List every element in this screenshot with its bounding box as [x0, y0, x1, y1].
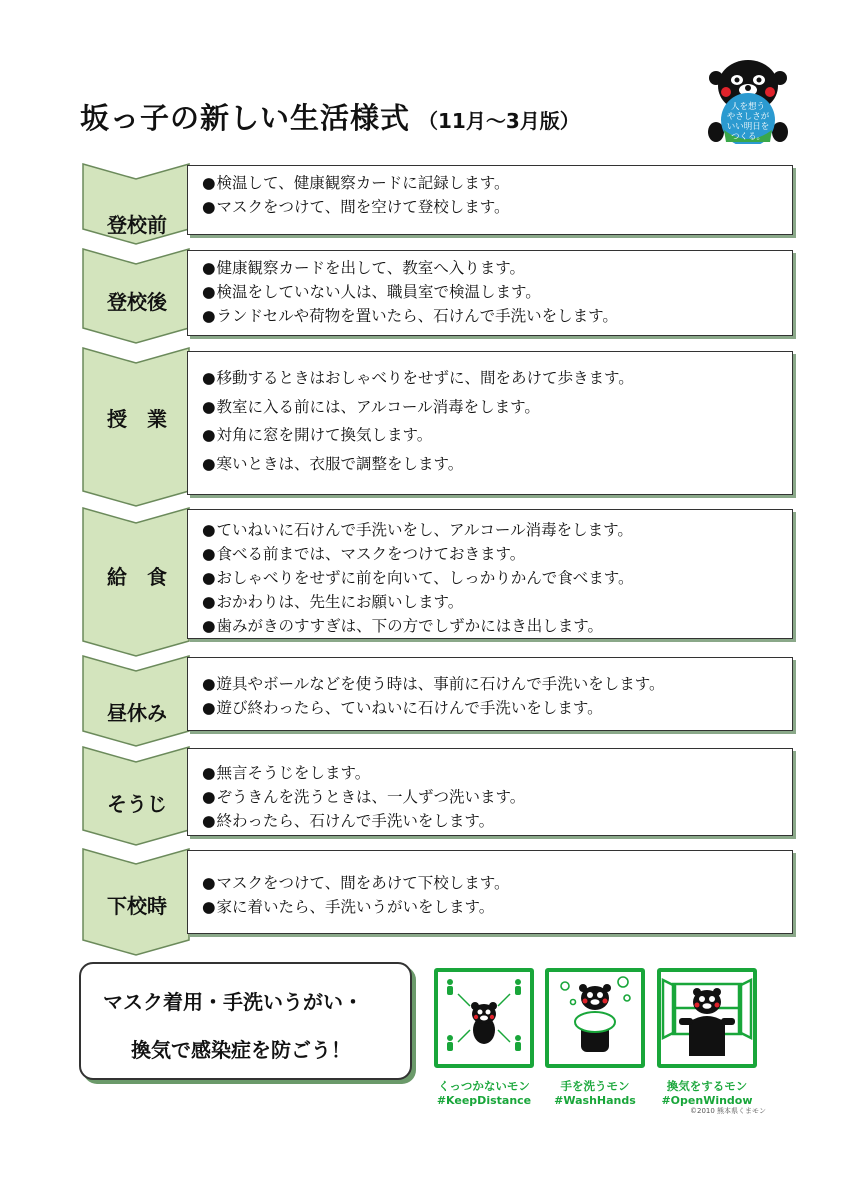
page-title [80, 96, 580, 137]
row-label: そうじ [107, 792, 167, 816]
schedule-row-lunch-break [0, 655, 848, 747]
list-item: ● 検温をしていない人は、職員室で検温します。 [202, 280, 792, 304]
open-window-icon [661, 972, 753, 1064]
row-content-box [187, 351, 793, 495]
logo-text-1: 人を想う [730, 102, 766, 112]
logo-text-4: つくる。 [730, 132, 766, 142]
row-content-box [187, 657, 793, 731]
card-hashtag: #KeepDistance [436, 1094, 532, 1107]
list-item: ● 対角に窓を開けて換気します。 [202, 421, 792, 450]
row-content-box [187, 250, 793, 336]
row-label: 給 食 [107, 565, 167, 589]
list-item: ● ランドセルや荷物を置いたら、石けんで手洗いをします。 [202, 304, 792, 328]
list-item: ● 無言そうじをします。 [202, 761, 792, 785]
list-item: ● 健康観察カードを出して、教室へ入ります。 [202, 256, 792, 280]
logo-text-2: やさしさが [726, 112, 770, 122]
slogan-line-2: 換気で感染症を防ごう！ [131, 1038, 351, 1062]
list-item: ● おかわりは、先生にお願いします。 [202, 590, 792, 614]
card-caption: 換気をするモン [666, 1079, 748, 1093]
title-main: 坂っ子の新しい生活様式 [80, 101, 411, 135]
row-label: 下校時 [107, 894, 167, 918]
wash-hands-icon [549, 972, 641, 1064]
list-item: ● 移動するときはおしゃべりをせずに、間をあけて歩きます。 [202, 364, 792, 393]
list-item: ● おしゃべりをせずに前を向いて、しっかりかんで食べます。 [202, 566, 792, 590]
row-content-box [187, 509, 793, 639]
logo-text-3: いい明日を [726, 122, 770, 132]
row-label: 昼休み [107, 701, 167, 725]
list-item: ● 終わったら、石けんで手洗いをします。 [202, 809, 792, 833]
list-item: ● マスクをつけて、間をあけて下校します。 [202, 871, 792, 895]
kumamon-logo [704, 52, 792, 144]
list-item: ● 教室に入る前には、アルコール消毒をします。 [202, 393, 792, 422]
schedule-row-going-home [0, 848, 848, 956]
schedule-row-lunch [0, 507, 848, 657]
row-content-box [187, 748, 793, 836]
copyright-text: ©2010 熊本県くまモン [690, 1107, 767, 1115]
row-label: 授 業 [107, 407, 167, 431]
list-item: ● 歯みがきのすすぎは、下の方でしずかにはき出します。 [202, 614, 792, 638]
keep-distance-card [434, 968, 534, 1068]
slogan-box [79, 962, 412, 1080]
list-item: ● 家に着いたら、手洗いうがいをします。 [202, 895, 792, 919]
list-item: ● 寒いときは、衣服で調整をします。 [202, 450, 792, 479]
list-item: ● ぞうきんを洗うときは、一人ずつ洗います。 [202, 785, 792, 809]
card-hashtag: #WashHands [554, 1094, 636, 1107]
keep-distance-icon [438, 972, 530, 1064]
schedule-row-before-school [0, 163, 848, 245]
list-item: ● マスクをつけて、間を空けて登校します。 [202, 195, 792, 219]
schedule-row-cleaning [0, 746, 848, 846]
wash-hands-card [545, 968, 645, 1068]
slogan-line-1: マスク着用・手洗いうがい・ [103, 990, 363, 1014]
list-item: ● 食べる前までは、マスクをつけておきます。 [202, 542, 792, 566]
schedule-row-after-arrival [0, 248, 848, 344]
list-item: ● 遊具やボールなどを使う時は、事前に石けんで手洗いをします。 [202, 672, 792, 696]
row-label: 登校前 [107, 213, 167, 237]
card-caption: 手を洗うモン [560, 1079, 630, 1093]
list-item: ● ていねいに石けんで手洗いをし、アルコール消毒をします。 [202, 518, 792, 542]
card-hashtag: #OpenWindow [661, 1094, 753, 1107]
row-content-box [187, 165, 793, 235]
open-window-card [657, 968, 757, 1068]
row-label: 登校後 [107, 290, 167, 314]
list-item: ● 遊び終わったら、ていねいに石けんで手洗いをします。 [202, 696, 792, 720]
row-content-box [187, 850, 793, 934]
schedule-row-class [0, 347, 848, 507]
title-sub: （11月～3月版） [418, 109, 580, 133]
list-item: ● 検温して、健康観察カードに記録します。 [202, 171, 792, 195]
card-caption: くっつかないモン [438, 1079, 530, 1093]
